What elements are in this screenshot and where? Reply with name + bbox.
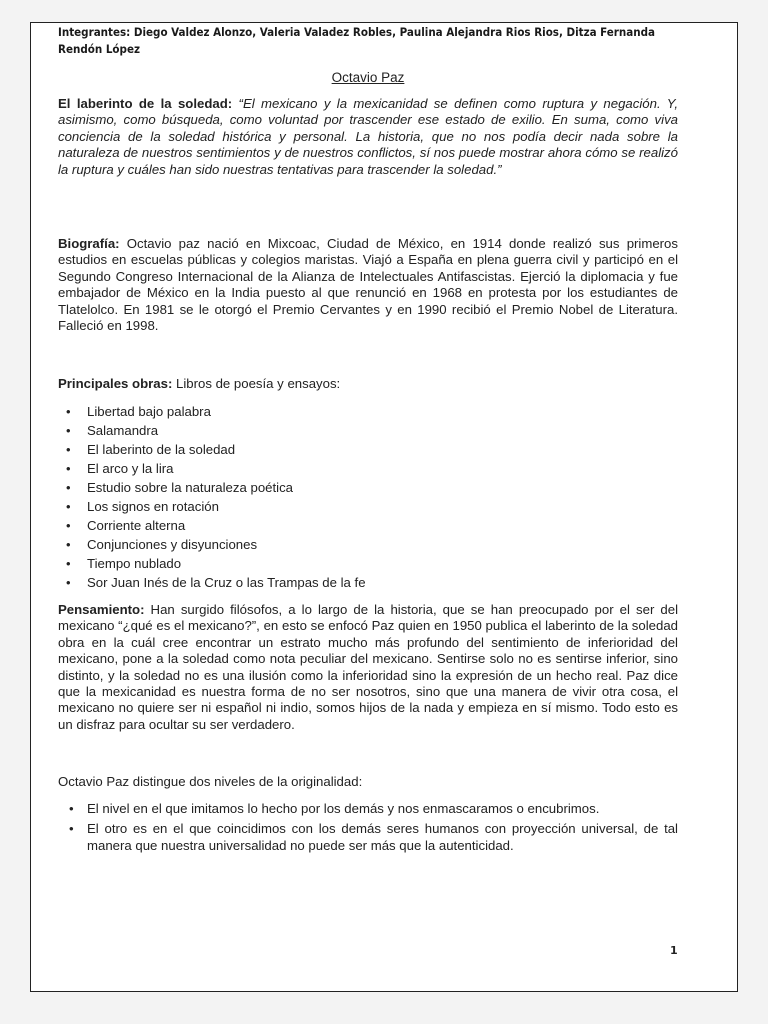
- authors-line: Integrantes: Diego Valdez Alonzo, Valeria Valadez Robles, Paulina Alejandra Rios Rios, Ditza Fernanda Rendón López: [58, 25, 656, 56]
- obras-intro: [58, 376, 678, 392]
- laberinto-quote: “El mexicano y la mexicanidad se definen como ruptura y negación. Y, asimismo, como búsqueda, como voluntad por trascender ese estado de exilio. En suma, como viva conciencia de la soledad histórica y personal. La historia, que no nos podía decir nada sobre la naturaleza de nuestros sentimientos y de nuestros conflictos, sí nos puede mostrar ahora cómo se realizó la ruptura y cuáles han sido nuestras tentativas para trascender la soledad.”: [58, 96, 678, 177]
- bullet-icon: •: [69, 820, 74, 836]
- laberinto-paragraph: [58, 96, 678, 178]
- list-item: • Estudio sobre la naturaleza poética: [66, 480, 294, 495]
- bullet-icon: •: [69, 801, 74, 816]
- list-item: • El otro es en el que coincidimos con los demás seres humanos con proyección universal, de tal manera que nuestra universalidad no puede ser más que la autenticidad.: [69, 820, 678, 853]
- list-item: • El laberinto de la soledad: [66, 442, 236, 457]
- pensamiento-text: Han surgido filósofos, a lo largo de la historia, que se han preocupado por el ser del mexicano “¿qué es el mexicano?”, en esto se enfocó Paz quien en 1950 publica el laberinto de la soledad obra en la cuál cree encontrar un estrato mucho más profundo del sentimiento de inferioridad del mexicano, pone a la soledad como nota peculiar del mexicano. Sentirse solo no es sentirse inferior, sino distinto, y la soledad no es una ilusión como la inferioridad sino la expresión de un hecho real. Paz dice que la mexicanidad es nuestra forma de no ser nosotros, sino que una manera de vivir otra cosa, el mexicano no quiere ser ni español ni indio, somos hijos de la nada y empieza en sí mismo. Todo esto es un disfraz para ocultar su ser verdadero.: [58, 602, 678, 732]
- bullet-icon: •: [66, 442, 71, 457]
- bullet-icon: •: [66, 537, 71, 552]
- bullet-icon: •: [66, 461, 71, 476]
- bullet-icon: •: [66, 556, 71, 571]
- obras-label: Principales obras:: [58, 376, 173, 391]
- pensamiento-label: Pensamiento:: [58, 602, 145, 617]
- obras-list: [58, 402, 678, 592]
- bullet-icon: •: [66, 499, 71, 514]
- bullet-icon: •: [66, 518, 71, 533]
- list-item: • Los signos en rotación: [66, 499, 219, 514]
- list-item: • Salamandra: [66, 423, 159, 438]
- bullet-icon: •: [66, 575, 71, 590]
- page-title: Octavio Paz: [331, 70, 405, 85]
- list-item: • Tiempo nublado: [66, 556, 182, 571]
- pensamiento-paragraph: [58, 602, 678, 733]
- laberinto-label: El laberinto de la soledad:: [58, 96, 233, 111]
- list-item: • Libertad bajo palabra: [66, 404, 211, 419]
- biografia-paragraph: [58, 236, 678, 334]
- bullet-icon: •: [66, 480, 71, 495]
- list-item: • El nivel en el que imitamos lo hecho por los demás y nos enmascaramos o encubrimos.: [69, 801, 600, 816]
- list-item: • Corriente alterna: [66, 518, 186, 533]
- biografia-label: Biografía:: [58, 236, 120, 251]
- bullet-icon: •: [66, 404, 71, 419]
- page-number: 1: [670, 944, 678, 957]
- niveles-intro: Octavio Paz distingue dos niveles de la originalidad:: [58, 774, 363, 789]
- list-item: • Conjunciones y disyunciones: [66, 537, 258, 552]
- bullet-icon: •: [66, 423, 71, 438]
- biografia-text: Octavio paz nació en Mixcoac, Ciudad de México, en 1914 donde realizó sus primeros estudios en escuelas públicas y colegios maristas. Viajó a España en plena guerra civil y participó en el Segundo Congreso Internacional de la Alianza de Intelectuales Antifascistas. Ejerció la diplomacia y fue embajador de México en la India puesto al que renunció en 1968 en protesta por los estudiantes de Tlatelolco. En 1981 se le otorgó el Premio Cervantes y en 1990 recibió el Premio Nobel de Literatura. Falleció en 1998.: [58, 236, 678, 334]
- niveles-list: [58, 800, 678, 855]
- list-item: • El arco y la lira: [66, 461, 174, 476]
- obras-text: Libros de poesía y ensayos:: [172, 376, 341, 391]
- list-item: • Sor Juan Inés de la Cruz o las Trampas de la fe: [66, 575, 366, 590]
